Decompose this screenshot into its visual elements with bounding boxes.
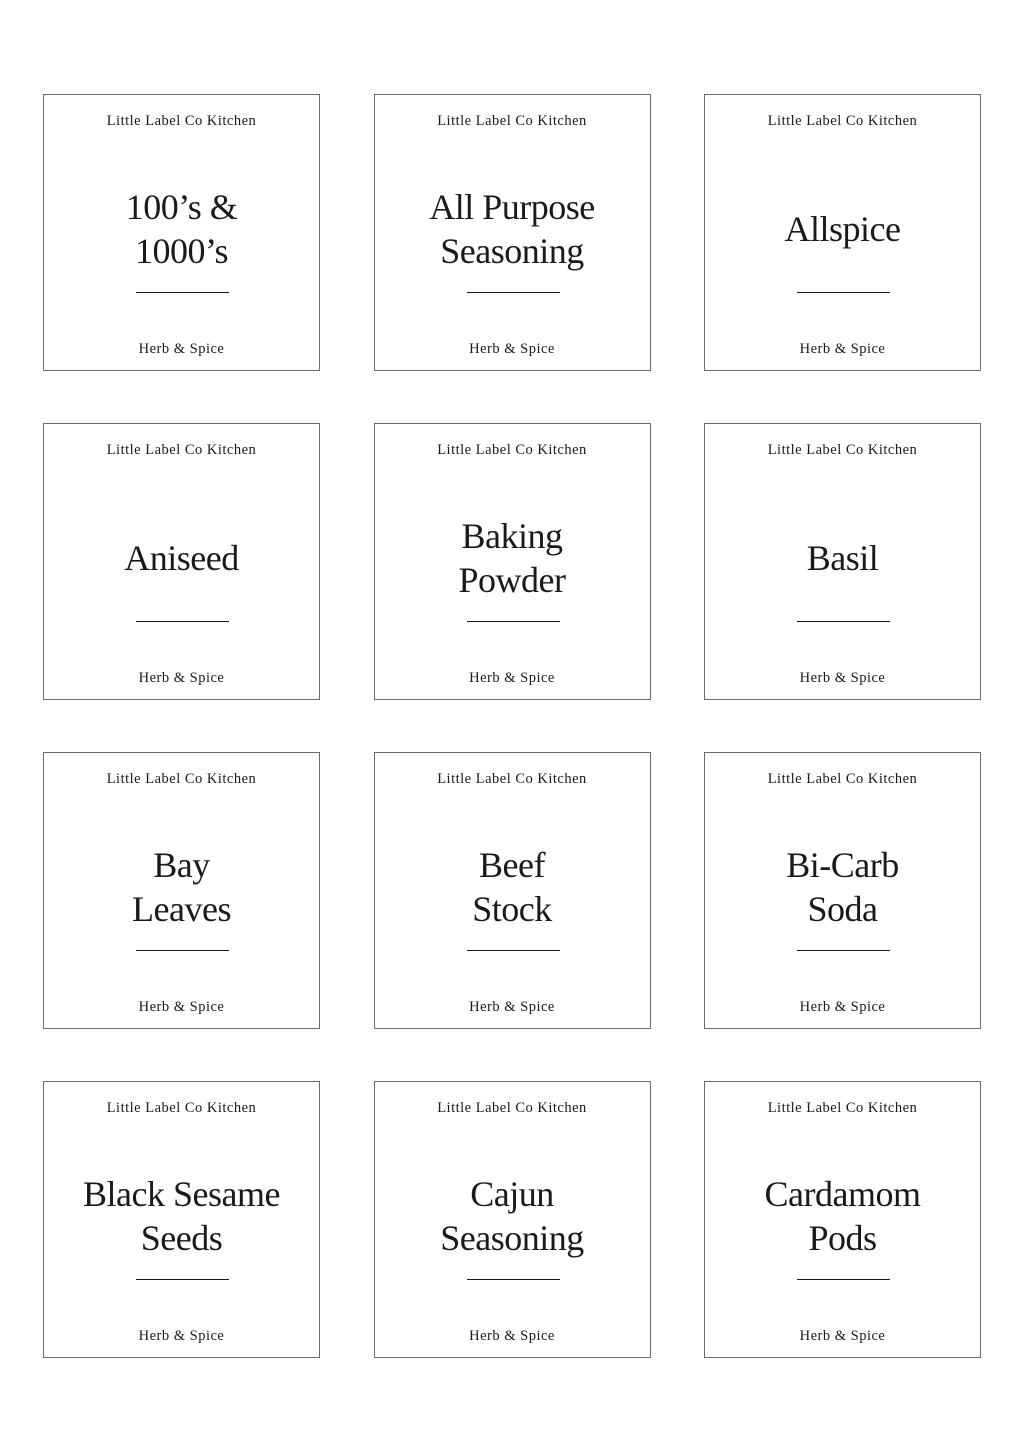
label-spice-name: Bay Leaves <box>132 845 231 929</box>
label-spice-name: Bi-Carb Soda <box>786 845 899 929</box>
label-brand: Little Label Co Kitchen <box>437 771 587 787</box>
label-brand: Little Label Co Kitchen <box>767 442 918 458</box>
label-brand: Little Label Co Kitchen <box>437 442 587 458</box>
label-brand: Little Label Co Kitchen <box>767 771 918 787</box>
label-divider <box>467 292 560 293</box>
label-divider <box>136 292 229 293</box>
spice-label-aniseed <box>43 423 320 700</box>
label-divider <box>797 292 890 293</box>
label-brand: Little Label Co Kitchen <box>437 113 587 129</box>
label-brand: Little Label Co Kitchen <box>106 771 257 787</box>
spice-label-allspice <box>704 94 981 371</box>
label-category: Herb & Spice <box>799 670 886 686</box>
label-divider <box>467 950 560 951</box>
label-category: Herb & Spice <box>469 999 555 1015</box>
label-brand: Little Label Co Kitchen <box>767 1100 918 1116</box>
label-category: Herb & Spice <box>138 1328 225 1344</box>
label-spice-name: 100’s & 1000’s <box>125 187 238 271</box>
spice-label-cardamom-pods <box>704 1081 981 1358</box>
label-brand: Little Label Co Kitchen <box>767 113 918 129</box>
spice-label-all-purpose-seasoning <box>374 94 651 371</box>
spice-label-bay-leaves <box>43 752 320 1029</box>
label-spice-name: Cardamom Pods <box>764 1174 921 1258</box>
label-divider <box>136 950 229 951</box>
label-spice-name: All Purpose Seasoning <box>429 187 595 271</box>
label-spice-name: Basil <box>806 538 879 578</box>
label-divider <box>797 950 890 951</box>
spice-label-bi-carb-soda <box>704 752 981 1029</box>
label-spice-name: Baking Powder <box>458 516 566 600</box>
label-divider <box>136 1279 229 1280</box>
label-divider <box>797 621 890 622</box>
label-category: Herb & Spice <box>469 341 555 357</box>
label-divider <box>136 621 229 622</box>
label-spice-name: Beef Stock <box>472 845 552 929</box>
label-spice-name: Allspice <box>784 209 901 249</box>
label-brand: Little Label Co Kitchen <box>106 1100 257 1116</box>
spice-label-baking-powder <box>374 423 651 700</box>
label-category: Herb & Spice <box>138 670 225 686</box>
label-category: Herb & Spice <box>799 1328 886 1344</box>
label-category: Herb & Spice <box>138 999 225 1015</box>
label-spice-name: Aniseed <box>124 538 239 578</box>
label-divider <box>467 1279 560 1280</box>
spice-label-100s-and-1000s <box>43 94 320 371</box>
label-category: Herb & Spice <box>469 1328 555 1344</box>
spice-label-beef-stock <box>374 752 651 1029</box>
label-divider <box>467 621 560 622</box>
label-brand: Little Label Co Kitchen <box>437 1100 587 1116</box>
label-spice-name: Black Sesame Seeds <box>83 1174 280 1258</box>
label-spice-name: Cajun Seasoning <box>440 1174 584 1258</box>
spice-label-basil <box>704 423 981 700</box>
label-category: Herb & Spice <box>469 670 555 686</box>
spice-label-black-sesame-seeds <box>43 1081 320 1358</box>
label-category: Herb & Spice <box>799 341 886 357</box>
spice-label-cajun-seasoning <box>374 1081 651 1358</box>
label-category: Herb & Spice <box>138 341 225 357</box>
label-sheet <box>43 94 981 1358</box>
label-brand: Little Label Co Kitchen <box>106 113 257 129</box>
label-divider <box>797 1279 890 1280</box>
label-category: Herb & Spice <box>799 999 886 1015</box>
label-brand: Little Label Co Kitchen <box>106 442 257 458</box>
